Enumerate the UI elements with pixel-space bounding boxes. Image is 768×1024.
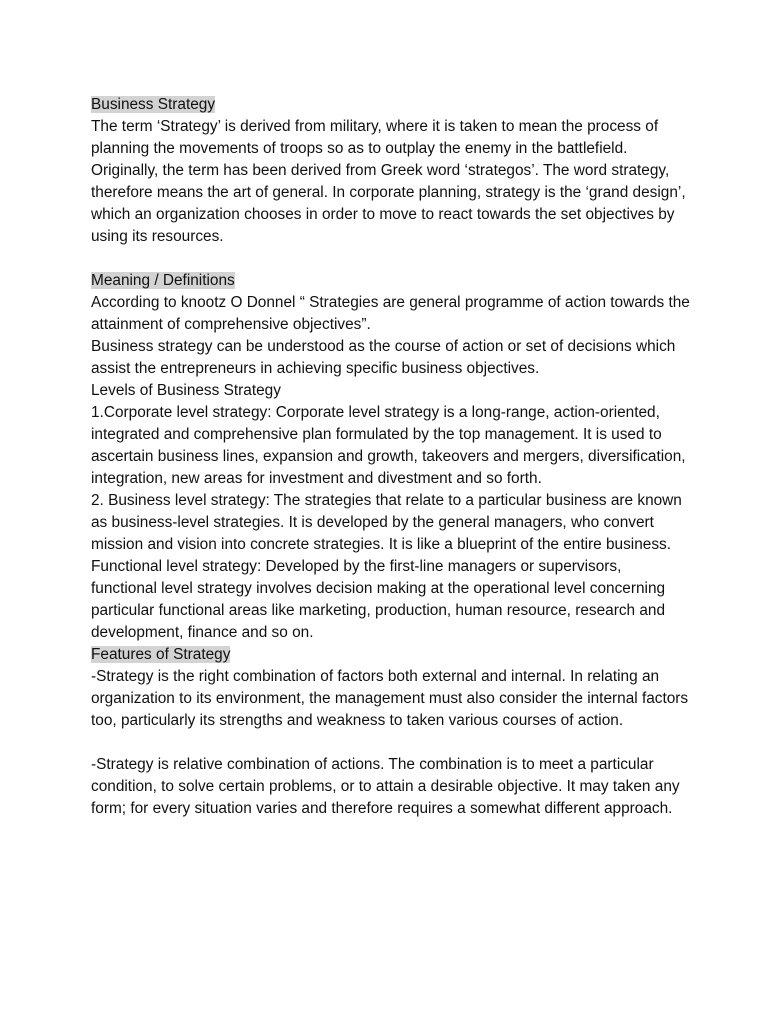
document-body xyxy=(91,94,691,820)
paragraph-feature-combination-factors: -Strategy is the right combination of factors both external and internal. In relating an organization to its environment, the management must also consider the internal factors too, particularly its strengths and weakness to taken various courses of action. xyxy=(91,668,689,729)
paragraph-corporate-level: 1.Corporate level strategy: Corporate level strategy is a long-range, action-oriented, integrated and comprehensive plan formulated by the top management. It is used to ascertain business lines, expansion and growth, takeovers and mergers, diversification, integration, new areas for investment and divestment and so forth. xyxy=(91,404,686,487)
heading-highlight: Meaning / Definitions xyxy=(91,272,235,289)
subheading-levels: Levels of Business Strategy xyxy=(91,382,281,399)
section-heading-meaning xyxy=(91,270,691,292)
heading-highlight: Business Strategy xyxy=(91,96,216,113)
paragraph-business-level: 2. Business level strategy: The strategies that relate to a particular business are known as business-level strategies. It is developed by the general managers, who convert mission and vision into concrete strategies. It is like a blueprint of the entire business. xyxy=(91,492,682,553)
blank-line xyxy=(91,248,691,270)
paragraph-strategy-origin: The term ‘Strategy’ is derived from military, where it is taken to mean the process of planning the movements of troops so as to outplay the enemy in the battlefield. Originally, the term has been derived from Greek word ‘strategos’. The word strategy, therefore means the art of general. In corporate planning, strategy is the ‘grand design’, which an organization chooses in order to move to react towards the set objectives by using its resources. xyxy=(91,118,686,245)
paragraph-definition-business: Business strategy can be understood as the course of action or set of decisions which assist the entrepreneurs in achieving specific business objectives. xyxy=(91,338,676,377)
section-heading-business-strategy xyxy=(91,94,691,116)
paragraph-functional-level: Functional level strategy: Developed by the first-line managers or supervisors, functional level strategy involves decision making at the operational level concerning particular functional areas like marketing, production, human resource, research and development, finance and so on. xyxy=(91,558,666,641)
paragraph-feature-relative-combination: -Strategy is relative combination of actions. The combination is to meet a particular condition, to solve certain problems, or to attain a desirable objective. It may taken any form; for every situation varies and therefore requires a somewhat different approach. xyxy=(91,756,680,817)
blank-line xyxy=(91,732,691,754)
paragraph-definition-knootz: According to knootz O Donnel “ Strategies are general programme of action towards the attainment of comprehensive objectives”. xyxy=(91,294,690,333)
section-heading-features xyxy=(91,644,691,666)
heading-highlight: Features of Strategy xyxy=(91,646,231,663)
